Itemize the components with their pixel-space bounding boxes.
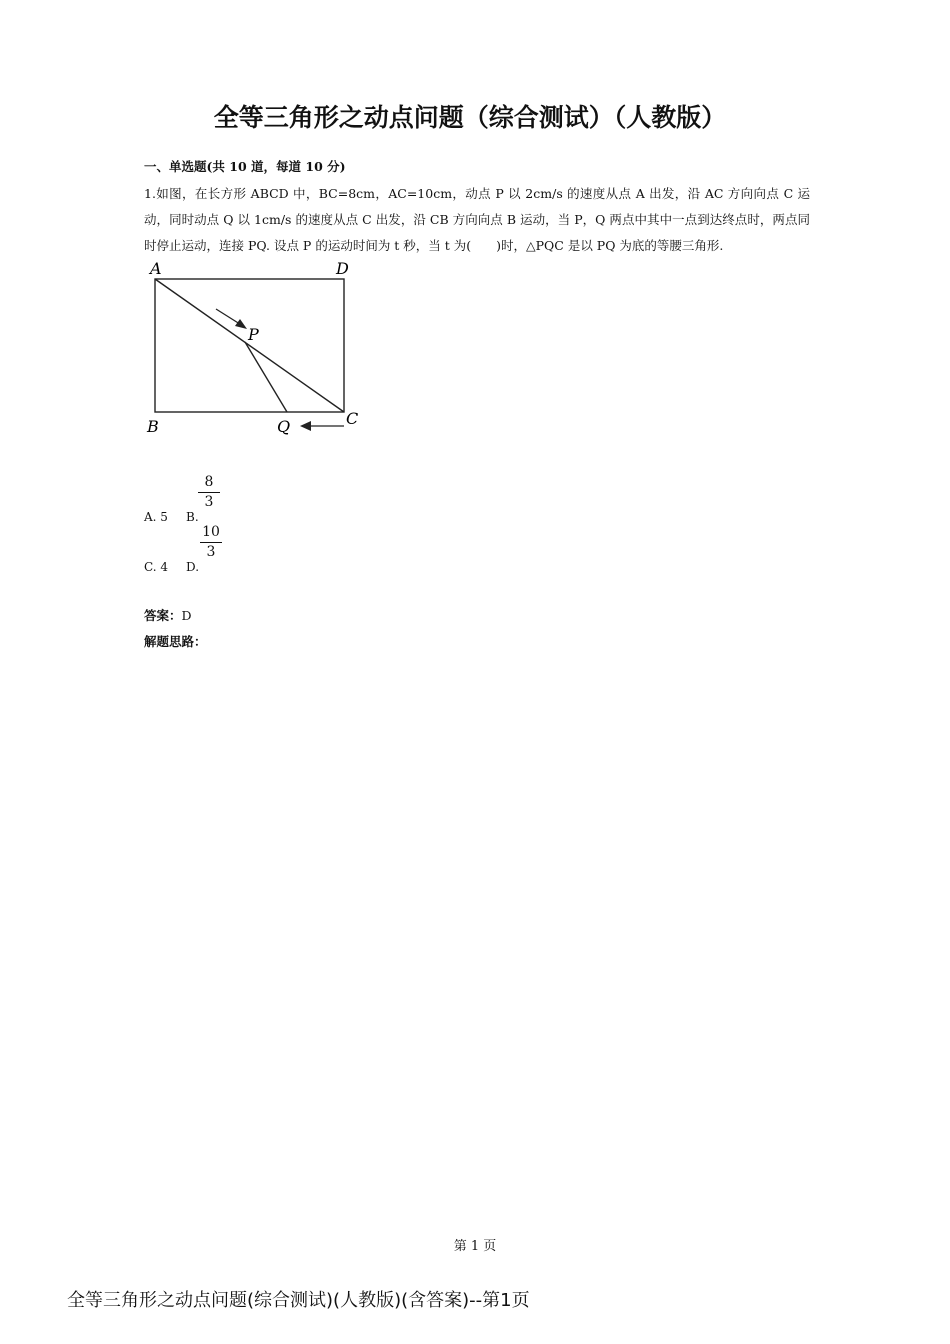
answer-line	[144, 606, 192, 624]
label-p: P	[248, 325, 259, 344]
analysis-label: 解题思路：	[144, 634, 207, 649]
label-q: Q	[277, 417, 291, 436]
label-c: C	[346, 409, 359, 428]
page-title: 全等三角形之动点问题（综合测试）（人教版）	[213, 103, 727, 132]
arrow-q-direction	[300, 421, 344, 431]
diagonal-ac	[155, 279, 344, 412]
option-d-label: D.	[186, 560, 200, 574]
page-number: 第 1 页	[453, 1239, 497, 1254]
option-b-fraction	[198, 474, 220, 511]
option-b-numerator: 8	[198, 474, 220, 493]
question-text: 1.如图，在长方形 ABCD 中，BC=8cm，AC=10cm，动点 P 以 2cm/s 的速度从点 A 出发，沿 AC 方向向点 C 运动，同时动点 Q 以 1cm/s 的速度从点 C 出发，沿 CB 方向向点 B 运动，当 P，Q 两点中其中一点到达终点时，两点同时停止运动，连接 PQ. 设点 P 的运动时间为 t 秒，当 t 为( )时，△PQC 是以 PQ 为底的等腰三角形.	[144, 186, 810, 253]
answer-label: 答案：	[144, 608, 182, 623]
option-b-denominator: 3	[204, 494, 214, 510]
option-d-denominator: 3	[206, 544, 216, 560]
answer-value: D	[181, 608, 192, 623]
option-c: C. 4	[144, 560, 169, 574]
option-a: A. 5	[144, 510, 168, 524]
label-b: B	[147, 417, 159, 436]
option-b-label: B.	[186, 510, 199, 524]
label-a: A	[150, 259, 162, 278]
segment-pq	[245, 342, 287, 412]
option-d-fraction	[200, 524, 222, 561]
footer-caption: 全等三角形之动点问题(综合测试)(人教版)(含答案)--第1页	[67, 1290, 530, 1311]
option-d-numerator: 10	[200, 524, 222, 543]
section-heading: 一、单选题(共 10 道，每道 10 分)	[144, 159, 346, 174]
geometry-figure	[144, 258, 374, 438]
label-d: D	[336, 259, 349, 278]
